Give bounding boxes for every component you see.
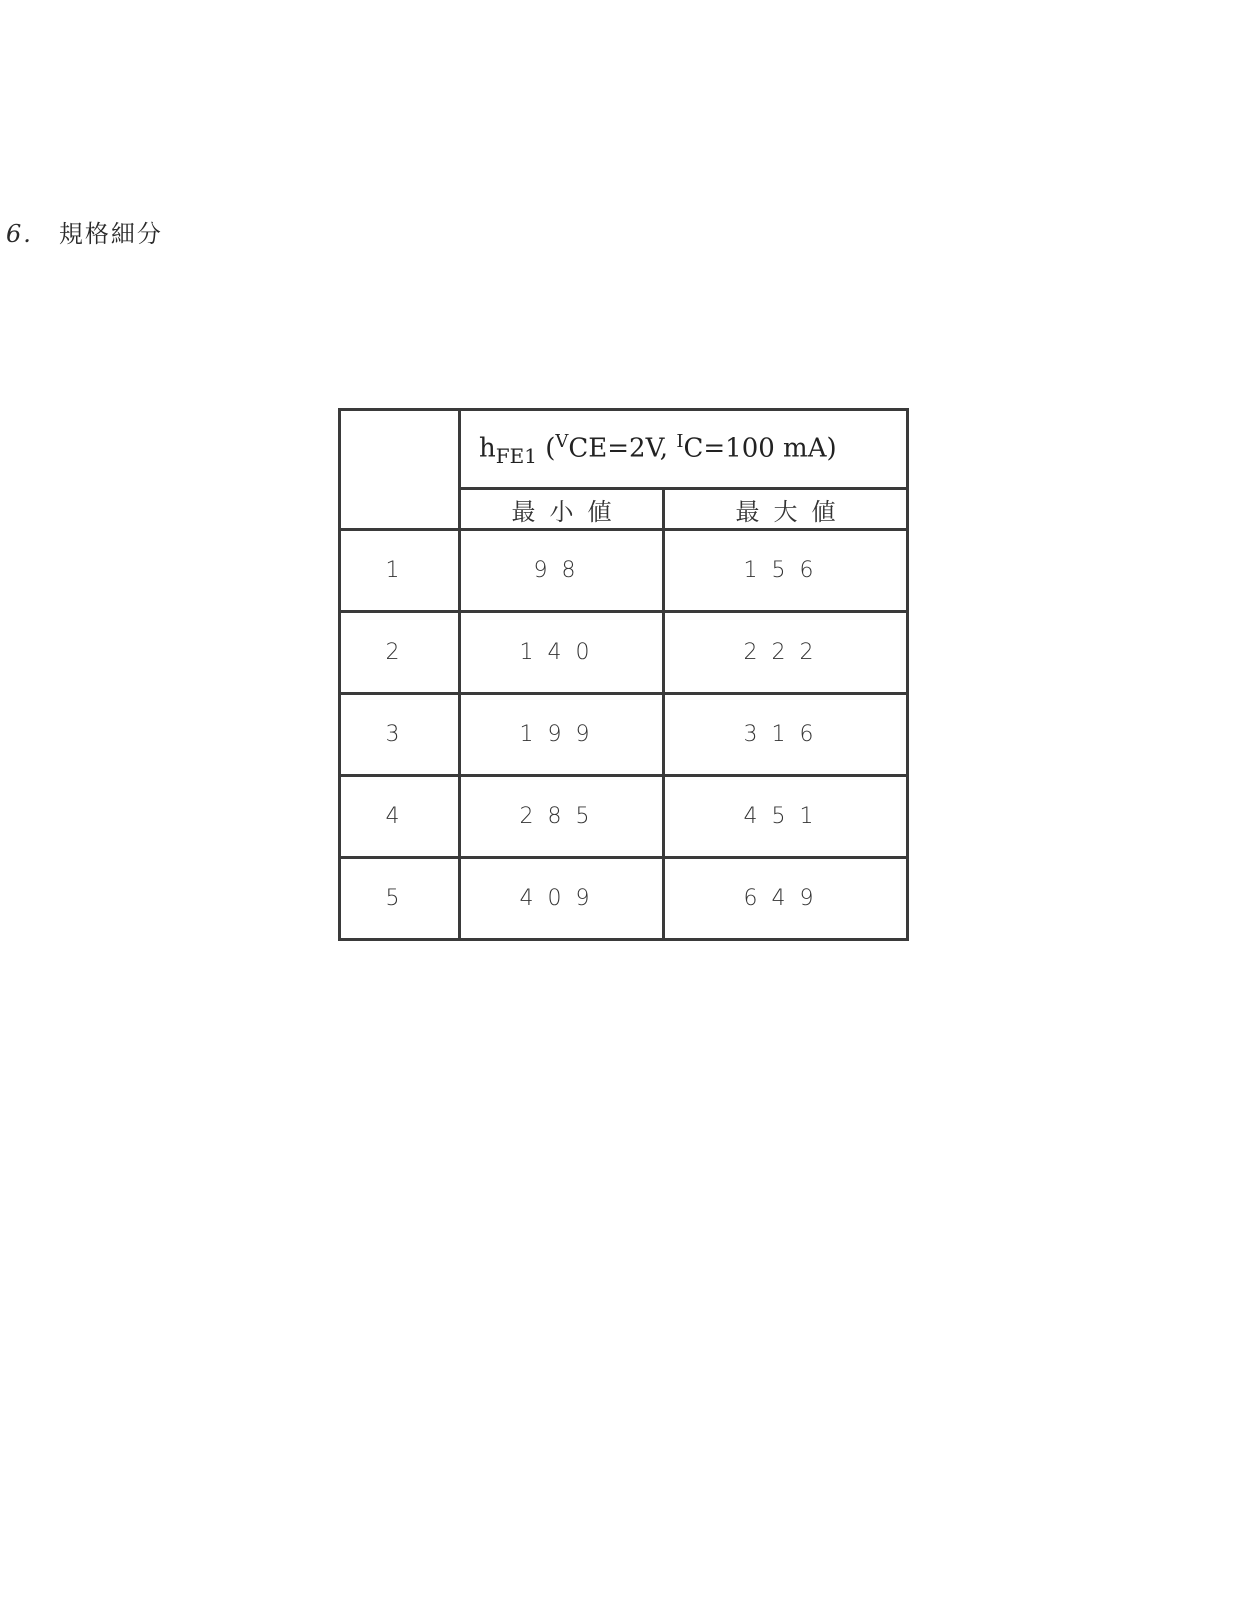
table-row [340,694,908,776]
param-subscript: FE1 [495,443,537,468]
min-value-cell: 285 [460,776,664,858]
max-value-cell: 451 [664,776,908,858]
rank-cell: 3 [340,694,460,776]
param-open: ( [536,433,556,464]
section-heading [6,214,163,249]
min-column-header: 最小値 [460,489,664,530]
max-value-cell: 156 [664,530,908,612]
parameter-header [460,410,908,489]
hfe-classification-table [338,408,909,941]
rank-cell: 1 [340,530,460,612]
rank-cell: 2 [340,612,460,694]
min-value-cell: 199 [460,694,664,776]
min-value-cell: 98 [460,530,664,612]
min-value-cell: 140 [460,612,664,694]
table-row [340,612,908,694]
max-value-cell: 316 [664,694,908,776]
ic-condition: C=100 mA) [683,433,837,464]
max-value-cell: 649 [664,858,908,940]
rank-cell: 4 [340,776,460,858]
table-header-row [340,410,908,489]
section-number: 6. [6,220,33,248]
rank-header-cell [340,410,460,530]
table-row [340,776,908,858]
param-symbol: h [479,433,496,464]
vce-condition: CE=2V, [568,433,677,464]
rank-cell: 5 [340,858,460,940]
ic-sup: I [676,430,684,452]
section-title: 規格細分 [58,220,163,248]
max-column-header: 最大値 [664,489,908,530]
vce-sup: V [555,430,569,452]
min-value-cell: 409 [460,858,664,940]
max-value-cell: 222 [664,612,908,694]
table-row [340,858,908,940]
table-row [340,530,908,612]
